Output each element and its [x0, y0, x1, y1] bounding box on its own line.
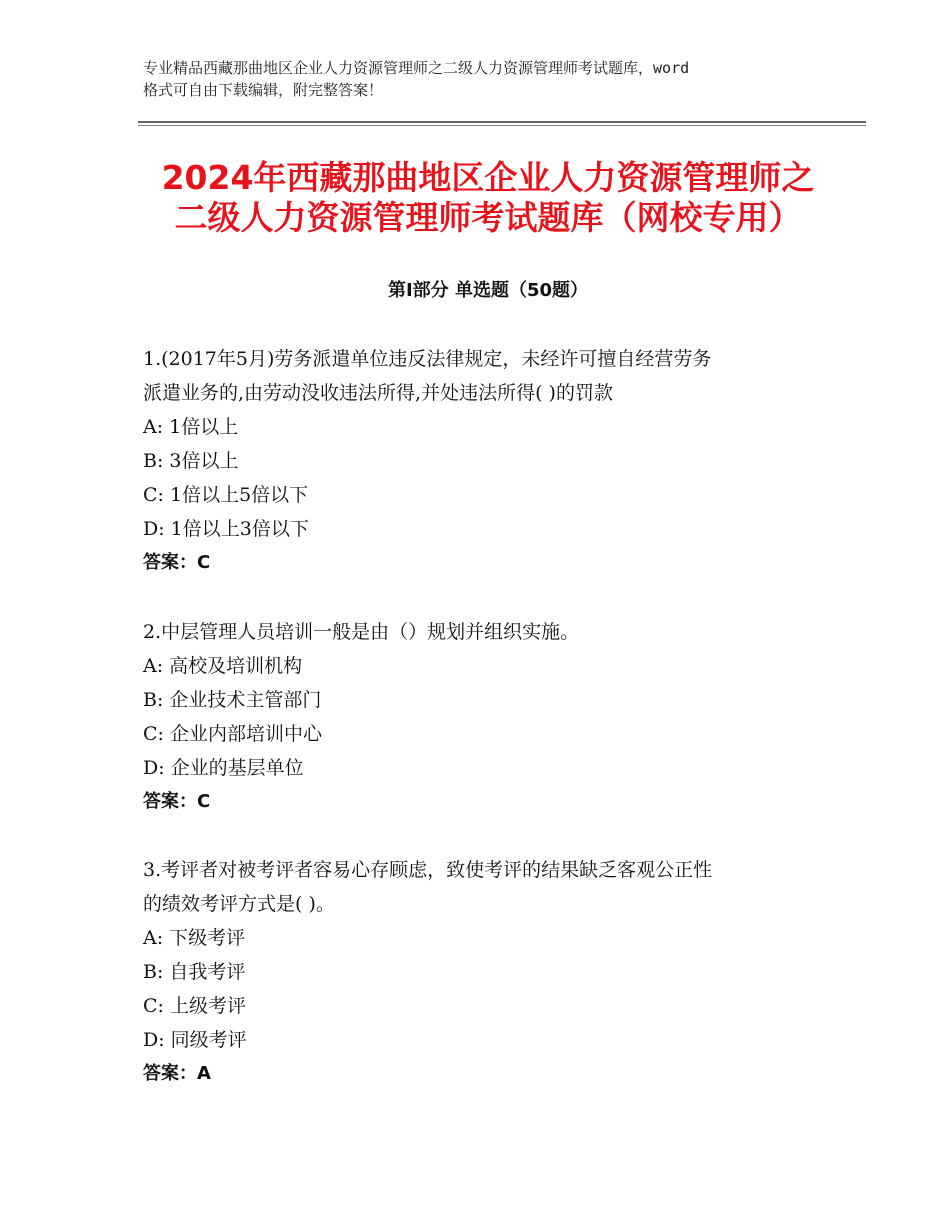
header-note-line-2: 格式可自由下载编辑，附完整答案！ — [143, 81, 384, 99]
option-d: D: 企业的基层单位 — [143, 757, 304, 779]
option-a: A: 1倍以上 — [143, 416, 239, 438]
option-b: B: 自我考评 — [143, 961, 246, 983]
option-c: C: 企业内部培训中心 — [143, 723, 322, 745]
question-item — [143, 342, 833, 580]
option-c: C: 1倍以上5倍以下 — [143, 484, 309, 506]
section-heading: 第Ⅰ部分 单选题（50题） — [387, 280, 588, 301]
question-stem-line-2: 派遣业务的,由劳动没收违法所得,并处违法所得( )的罚款 — [143, 382, 613, 404]
option-a: A: 下级考评 — [143, 927, 246, 949]
option-c: C: 上级考评 — [143, 995, 246, 1017]
question-item — [143, 853, 833, 1091]
answer: 答案：A — [143, 1063, 211, 1084]
option-d: D: 同级考评 — [143, 1029, 247, 1051]
document-title-line-1: 2024年西藏那曲地区企业人力资源管理师之 — [161, 158, 815, 197]
option-b: B: 3倍以上 — [143, 450, 239, 472]
option-d: D: 1倍以上3倍以下 — [143, 518, 309, 540]
header-note — [143, 57, 833, 101]
question-stem-line-1: 3.考评者对被考评者容易心存顾虑，致使考评的结果缺乏客观公正性 — [143, 859, 713, 881]
question-stem-line-1: 2.中层管理人员培训一般是由（）规划并组织实施。 — [143, 621, 580, 643]
option-a: A: 高校及培训机构 — [143, 655, 303, 677]
question-item — [143, 615, 833, 819]
header-note-line-1: 专业精品西藏那曲地区企业人力资源管理师之二级人力资源管理师考试题库，word — [143, 59, 690, 77]
document-title — [138, 158, 838, 238]
header-divider — [138, 121, 866, 123]
question-stem-line-1: 1.(2017年5月)劳务派遣单位违反法律规定，未经许可擅自经营劳务 — [143, 348, 712, 370]
answer: 答案：C — [143, 552, 211, 573]
answer: 答案：C — [143, 791, 211, 812]
document-title-line-2: 二级人力资源管理师考试题库（网校专用） — [174, 198, 802, 237]
question-stem-line-2: 的绩效考评方式是( )。 — [143, 893, 335, 915]
header-divider-thin — [138, 125, 866, 126]
option-b: B: 企业技术主管部门 — [143, 689, 322, 711]
